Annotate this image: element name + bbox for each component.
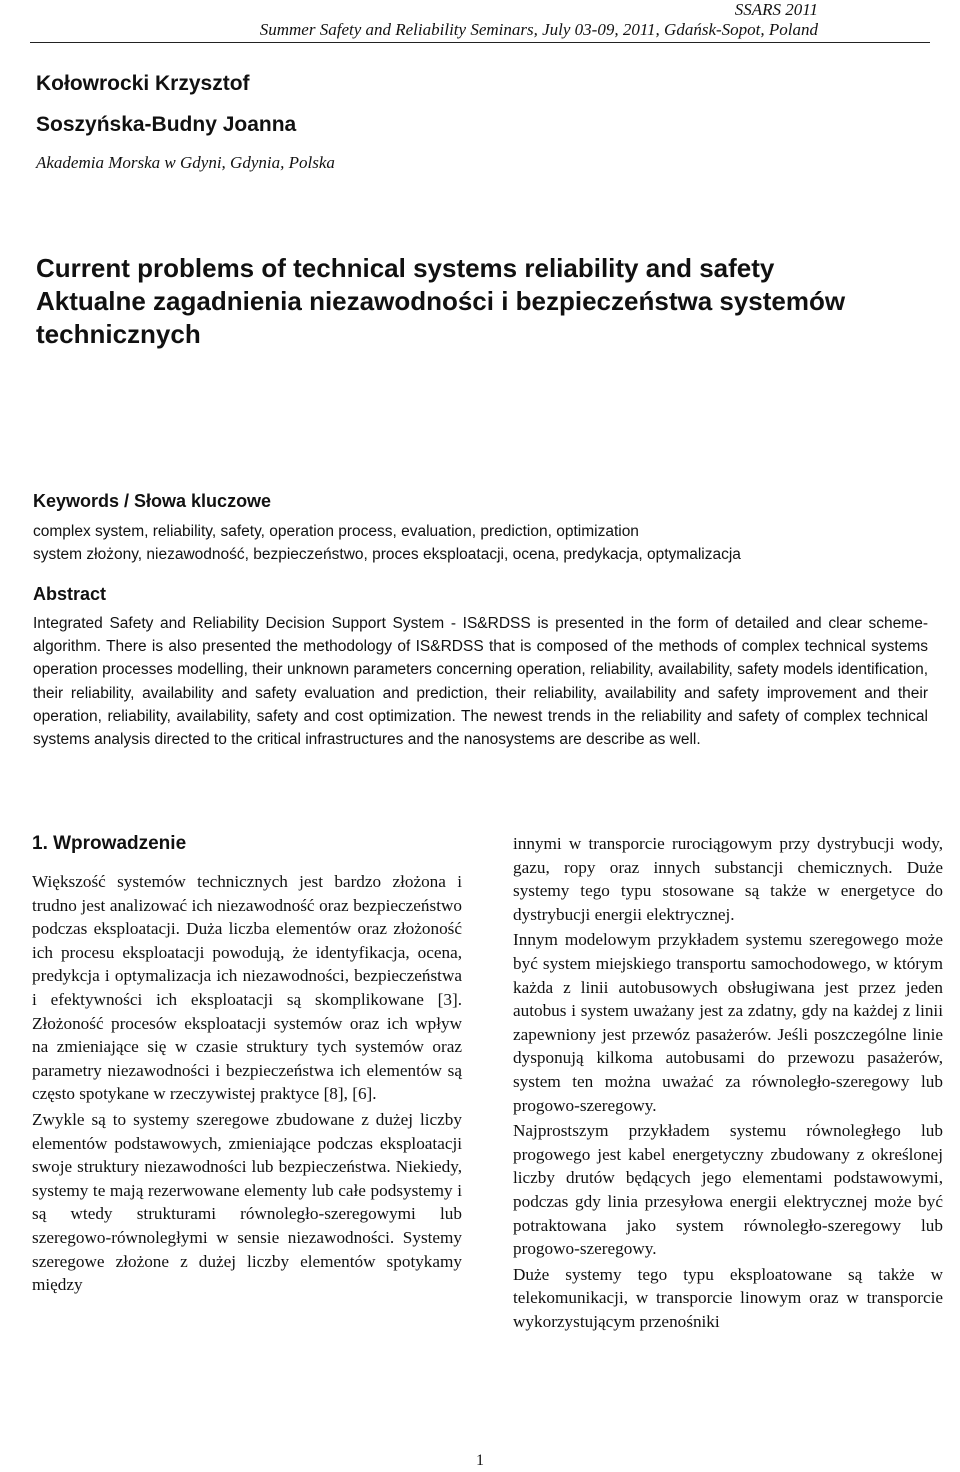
title-english: Current problems of technical systems reliability and safety <box>36 253 775 283</box>
title-block <box>36 252 916 351</box>
keywords-heading: Keywords / Słowa kluczowe <box>33 491 272 511</box>
affiliation: Akademia Morska w Gdyni, Gdynia, Polska <box>36 153 335 172</box>
paragraph: Większość systemów technicznych jest bardzo złożona i trudno jest analizować ich niezawodność oraz bezpieczeństwo podczas eksploatacji. Duża liczba elementów oraz złożoność ich procesu eksploatacji powodują, że identyfikacja, ocena, predykcja i optymalizacja ich niezawodności, bezpieczeństwa i efektywności ich eksploatacji są skomplikowane [3]. Złożoność procesów eksploatacji systemów oraz ich wpływ na zmieniające się w czasie struktury tych systemów oraz parametry niezawodności i bezpieczeństwa ich elementów są często spotykane w rzeczywistej praktyce [8], [6]. <box>32 872 462 1104</box>
header-rule <box>30 42 930 43</box>
keywords-abstract-block <box>33 490 928 751</box>
running-header <box>118 0 818 40</box>
conference-name: SSARS 2011 <box>734 0 818 19</box>
keywords-polish: system złożony, niezawodność, bezpieczeństwo, proces eksploatacji, ocena, predykacja, optymalizacja <box>33 546 741 563</box>
right-column <box>513 832 943 1335</box>
paragraph: Najprostszym przykładem systemu równoległego lub progowego jest kabel energetyczny zbudowany z określonej liczby drutów będących jego elementami podstawowymi, podczas gdy linia przesyłowa energii elektrycznej może być potraktowana jako system równoległo-szeregowy lub progowo-szeregowy. <box>513 1121 943 1259</box>
left-column <box>32 832 462 1299</box>
section-heading: 1. Wprowadzenie <box>32 833 187 854</box>
author-name: Kołowrocki Krzysztof <box>36 72 250 95</box>
seminar-line: Summer Safety and Reliability Seminars, July 03-09, 2011, Gdańsk-Sopot, Poland <box>259 20 818 39</box>
author-block <box>36 72 736 173</box>
author-name: Soszyńska-Budny Joanna <box>36 113 297 136</box>
paragraph: Innym modelowym przykładem systemu szeregowego może być system miejskiego transportu samochodowego, w którym każda z linii autobusowych obsługiwana jest przez jeden autobus i system uważany jest za zdatny, gdy na każdej z linii zapewniony jest przewóz pasażerów. Jeśli poszczególne linie dysponują kilkoma autobusami do przewozu pasażerów, system ten można uważać za równoległo-szeregowy lub progowo-szeregowy. <box>513 930 943 1115</box>
abstract-text: Integrated Safety and Reliability Decision Support System - IS&RDSS is presented in the form of detailed and clear scheme-algorithm. There is also presented the methodology of IS&RDSS that is composed of the methods of complex technical systems operation processes modelling, their unknown parameters concerning operation, reliability, availability, safety models identification, their reliability, availability and safety evaluation and prediction, their reliability, availability and safety improvement and their operation, reliability, availability, safety and cost optimization. The newest trends in the reliability and safety of complex technical systems analysis directed to the critical infrastructures and the nanosystems are describe as well. <box>33 615 928 749</box>
title-polish: Aktualne zagadnienia niezawodności i bezpieczeństwa systemów technicznych <box>36 286 846 349</box>
abstract-heading: Abstract <box>33 584 107 604</box>
page-number: 1 <box>476 1452 484 1469</box>
paragraph: Zwykle są to systemy szeregowe zbudowane z dużej liczby elementów podstawowych, zmieniające podczas eksploatacji swoje struktury niezawodności lub bezpieczeństwa. Niekiedy, systemy te mają rezerwowane elementy lub całe podsystemy i są wtedy strukturami równoległo-szeregowymi lub szeregowo-równoległymi w sensie niezawodności. Systemy szeregowe złożone z dużej liczby elementów spotykamy między <box>32 1109 462 1295</box>
keywords-english: complex system, reliability, safety, operation process, evaluation, prediction, optimization <box>33 523 639 540</box>
paragraph: innymi w transporcie rurociągowym przy dystrybucji wody, gazu, ropy oraz innych substancji chemicznych. Duże systemy tego typu stosowane są także w energetyce do dystrybucji energii elektrycznej. <box>513 834 943 924</box>
paragraph: Duże systemy tego typu eksploatowane są także w telekomunikacji, w transporcie linowym oraz w transporcie wykorzystującym przenośniki <box>513 1264 943 1331</box>
